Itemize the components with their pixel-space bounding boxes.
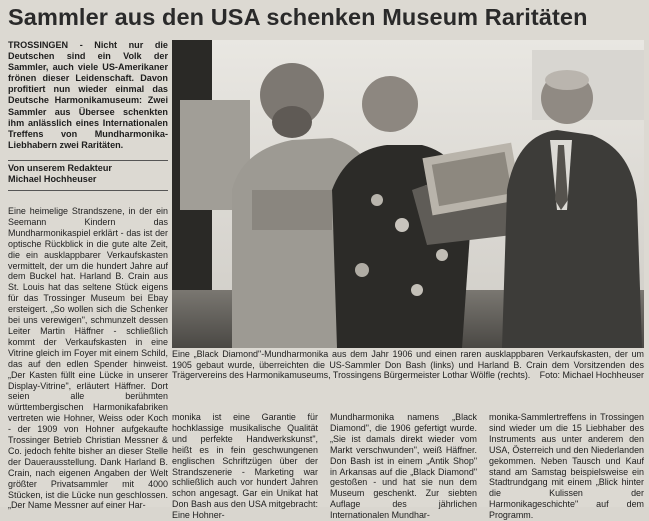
- article-column-2: monika ist eine Garantie für hochklassige musikalische Qualität und perfekte Handwerkskunst", heißt es in fein geschwungenen englischen Schriftzügen über der Strandszenerie - Marketing war schließlich auch vor hundert Jahren schon angesagt. Gar ein Unikat hat Don Bash aus den USA mitgebracht: Eine Hohner-: [172, 412, 318, 521]
- photo-image: [172, 40, 644, 348]
- photo-credit: Foto: Michael Hochheuser: [539, 370, 644, 381]
- lead-paragraph: TROSSINGEN - Nicht nur die Deutschen sind ein Volk der Sammler, auch viele US-Amerikaner frönen dieser Leidenschaft. Davon profitiert nun wieder einmal das Deutsche Harmonikamuseum: Zwei Sammler aus Übersee schenkten ihm anlässlich eines Internationalen Treffens von Mundharmonika-Liebhabern zwei Raritäten.: [8, 40, 168, 150]
- article-column-1: Eine heimelige Strandszene, in der ein Seemann Kindern das Mundharmonikaspiel erklärt - das ist der optische Rückblick in die gute alte Zeit, die ein ausklappbarer Verkaufskasten vermittelt, der um die hundert Jahre auf dem Buckel hat. Harland B. Crain aus St. Louis hat das seltene Stück eigens für das Trossinger Museum bei Ebay ersteigert. „So wollen sich die Schenker bei uns verewigen", schmunzelt dessen Leiter Martin Häffner - schließlich kommt der Verkaufskasten in eine Vitrine gleich im Foyer mit einem Schild, das auf den edlen Spender hinweist. „Der Kasten füllt eine Lücke in unserer Display-Vitrine", erläutert Häffner. Dort seien alle berühmten württembergischen Harmonikafabriken vertreten wie Hohner, Weiss oder Koch - der 1909 von Hohner aufgekaufte Trossinger Betrieb Christian Messner & Co. jedoch fehlte bisher an dieser Stelle der Dauerausstellung. Dank Harland B. Crain, nach eigenen Angaben der Welt größter Privatsammler mit 4000 Stücken, ist die Lücke nun geschlossen. „Der Name Messner auf einer Har-: [8, 206, 168, 511]
- byline-rule-top: [8, 160, 168, 161]
- article-column-3: Mundharmonika namens „Black Diamond", die 1906 gefertigt wurde. „Sie ist damals direkt wieder vom Markt verschwunden", weiß Häffner. Don Bash ist in einem „Antik Shop" in Arkansas auf die „Black Diamond" gestoßen - und hat sie nun dem Museum geschenkt. Zur siebten Auflage des jährlichen Internationalen Mundhar-: [330, 412, 477, 521]
- article-column-4: monika-Sammlertreffens in Trossingen sind wieder um die 15 Liebhaber des Instruments aus unter anderem den USA, Österreich und den Niederlanden gekommen. Neben Tausch und Kauf stand am Samstag beispielsweise ein Stadtrundgang mit einem „Blick hinter die Kulissen der Harmonikageschichte" auf dem Programm.: [489, 412, 645, 521]
- byline-role: Von unserem Redakteur: [8, 163, 112, 173]
- article-photo: [172, 40, 644, 348]
- byline-author: Michael Hochheuser: [8, 174, 97, 185]
- photo-caption: [172, 349, 644, 381]
- caption-text: Eine „Black Diamond"-Mundharmonika aus dem Jahr 1906 und einen raren ausklappbaren Verkaufskasten, der um 1905 gebaut wurde, überreichten die US-Sammler Don Bash (links) und Harland B. Crain dem Vorsitzenden des Trägervereins des Harmonikamuseums, Trossingens Bürgermeister Lothar Wölfle (rechts).: [172, 349, 644, 381]
- headline: Sammler aus den USA schenken Museum Raritäten: [8, 4, 588, 30]
- byline-rule-bottom: [8, 190, 168, 191]
- byline: [8, 163, 168, 185]
